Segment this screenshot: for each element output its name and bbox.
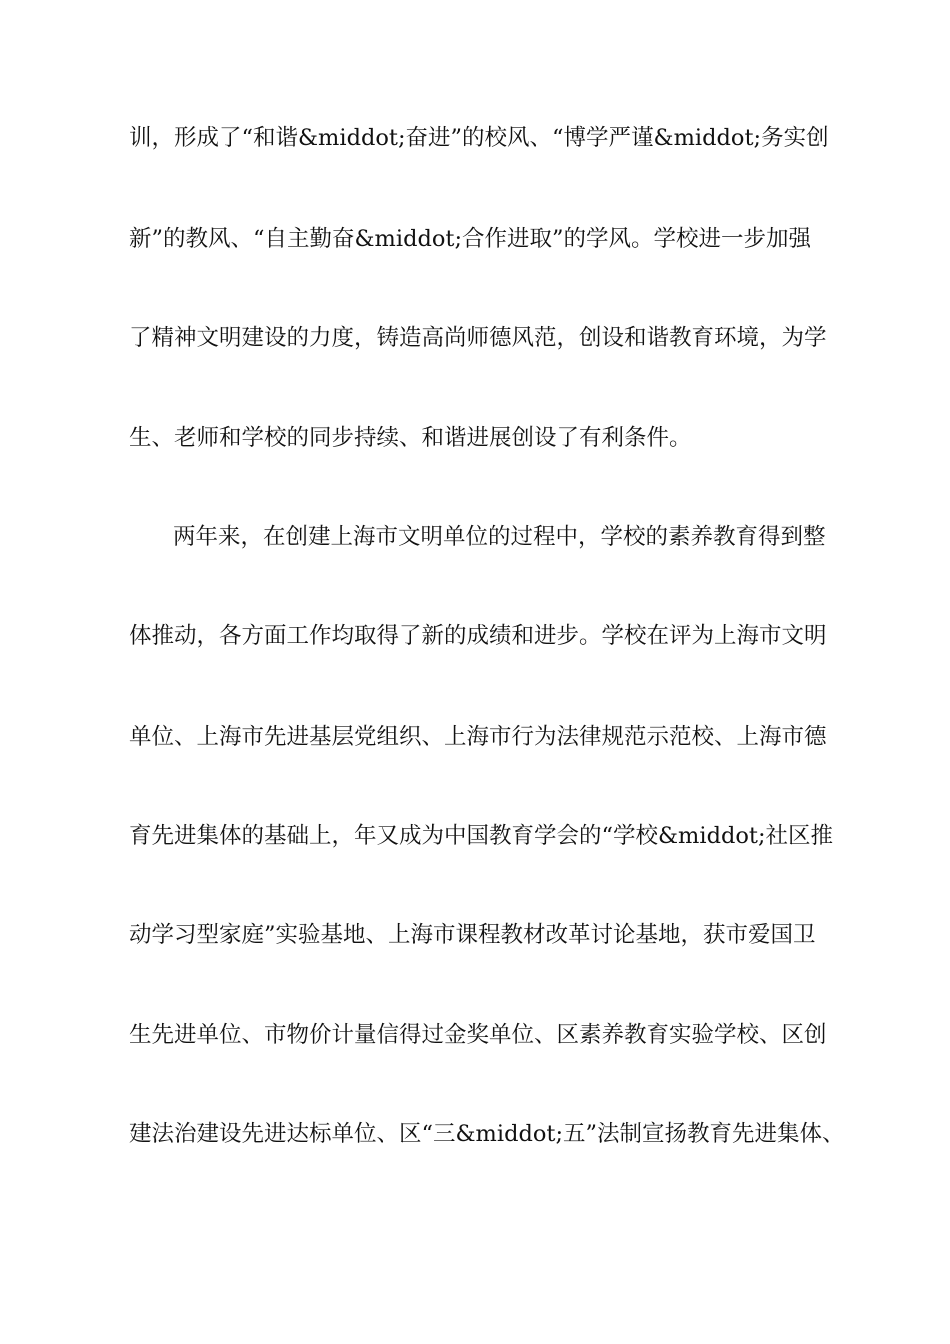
text-line: 生先进单位、市物价计量信得过金奖单位、区素养教育实验学校、区创 (129, 1022, 827, 1048)
text-line: 生、老师和学校的同步持续、和谐进展创设了有利条件。 (129, 425, 692, 451)
text-line: 训，形成了“和谐&middot;奋进”的校风、“博学严谨&middot;务实创 (129, 125, 829, 151)
text-line: 了精神文明建设的力度，铸造高尚师德风范，创设和谐教育环境，为学 (129, 325, 827, 351)
text-line: 新”的教风、“自主勤奋&middot;合作进取”的学风。学校进一步加强 (129, 226, 812, 252)
text-line: 动学习型家庭”实验基地、上海市课程教材改革讨论基地，获市爱国卫 (129, 922, 816, 948)
text-line: 单位、上海市先进基层党组织、上海市行为法律规范示范校、上海市德 (129, 724, 827, 750)
text-line: 建法治建设先进达标单位、区“三&middot;五”法制宣扬教育先进集体、 (129, 1121, 845, 1147)
paragraph-first-line: 两年来，在创建上海市文明单位的过程中，学校的素养教育得到整 (173, 524, 826, 550)
text-line: 育先进集体的基础上，年又成为中国教育学会的“学校&middot;社区推 (129, 823, 834, 849)
text-line: 体推动，各方面工作均取得了新的成绩和进步。学校在评为上海市文明 (129, 623, 827, 649)
